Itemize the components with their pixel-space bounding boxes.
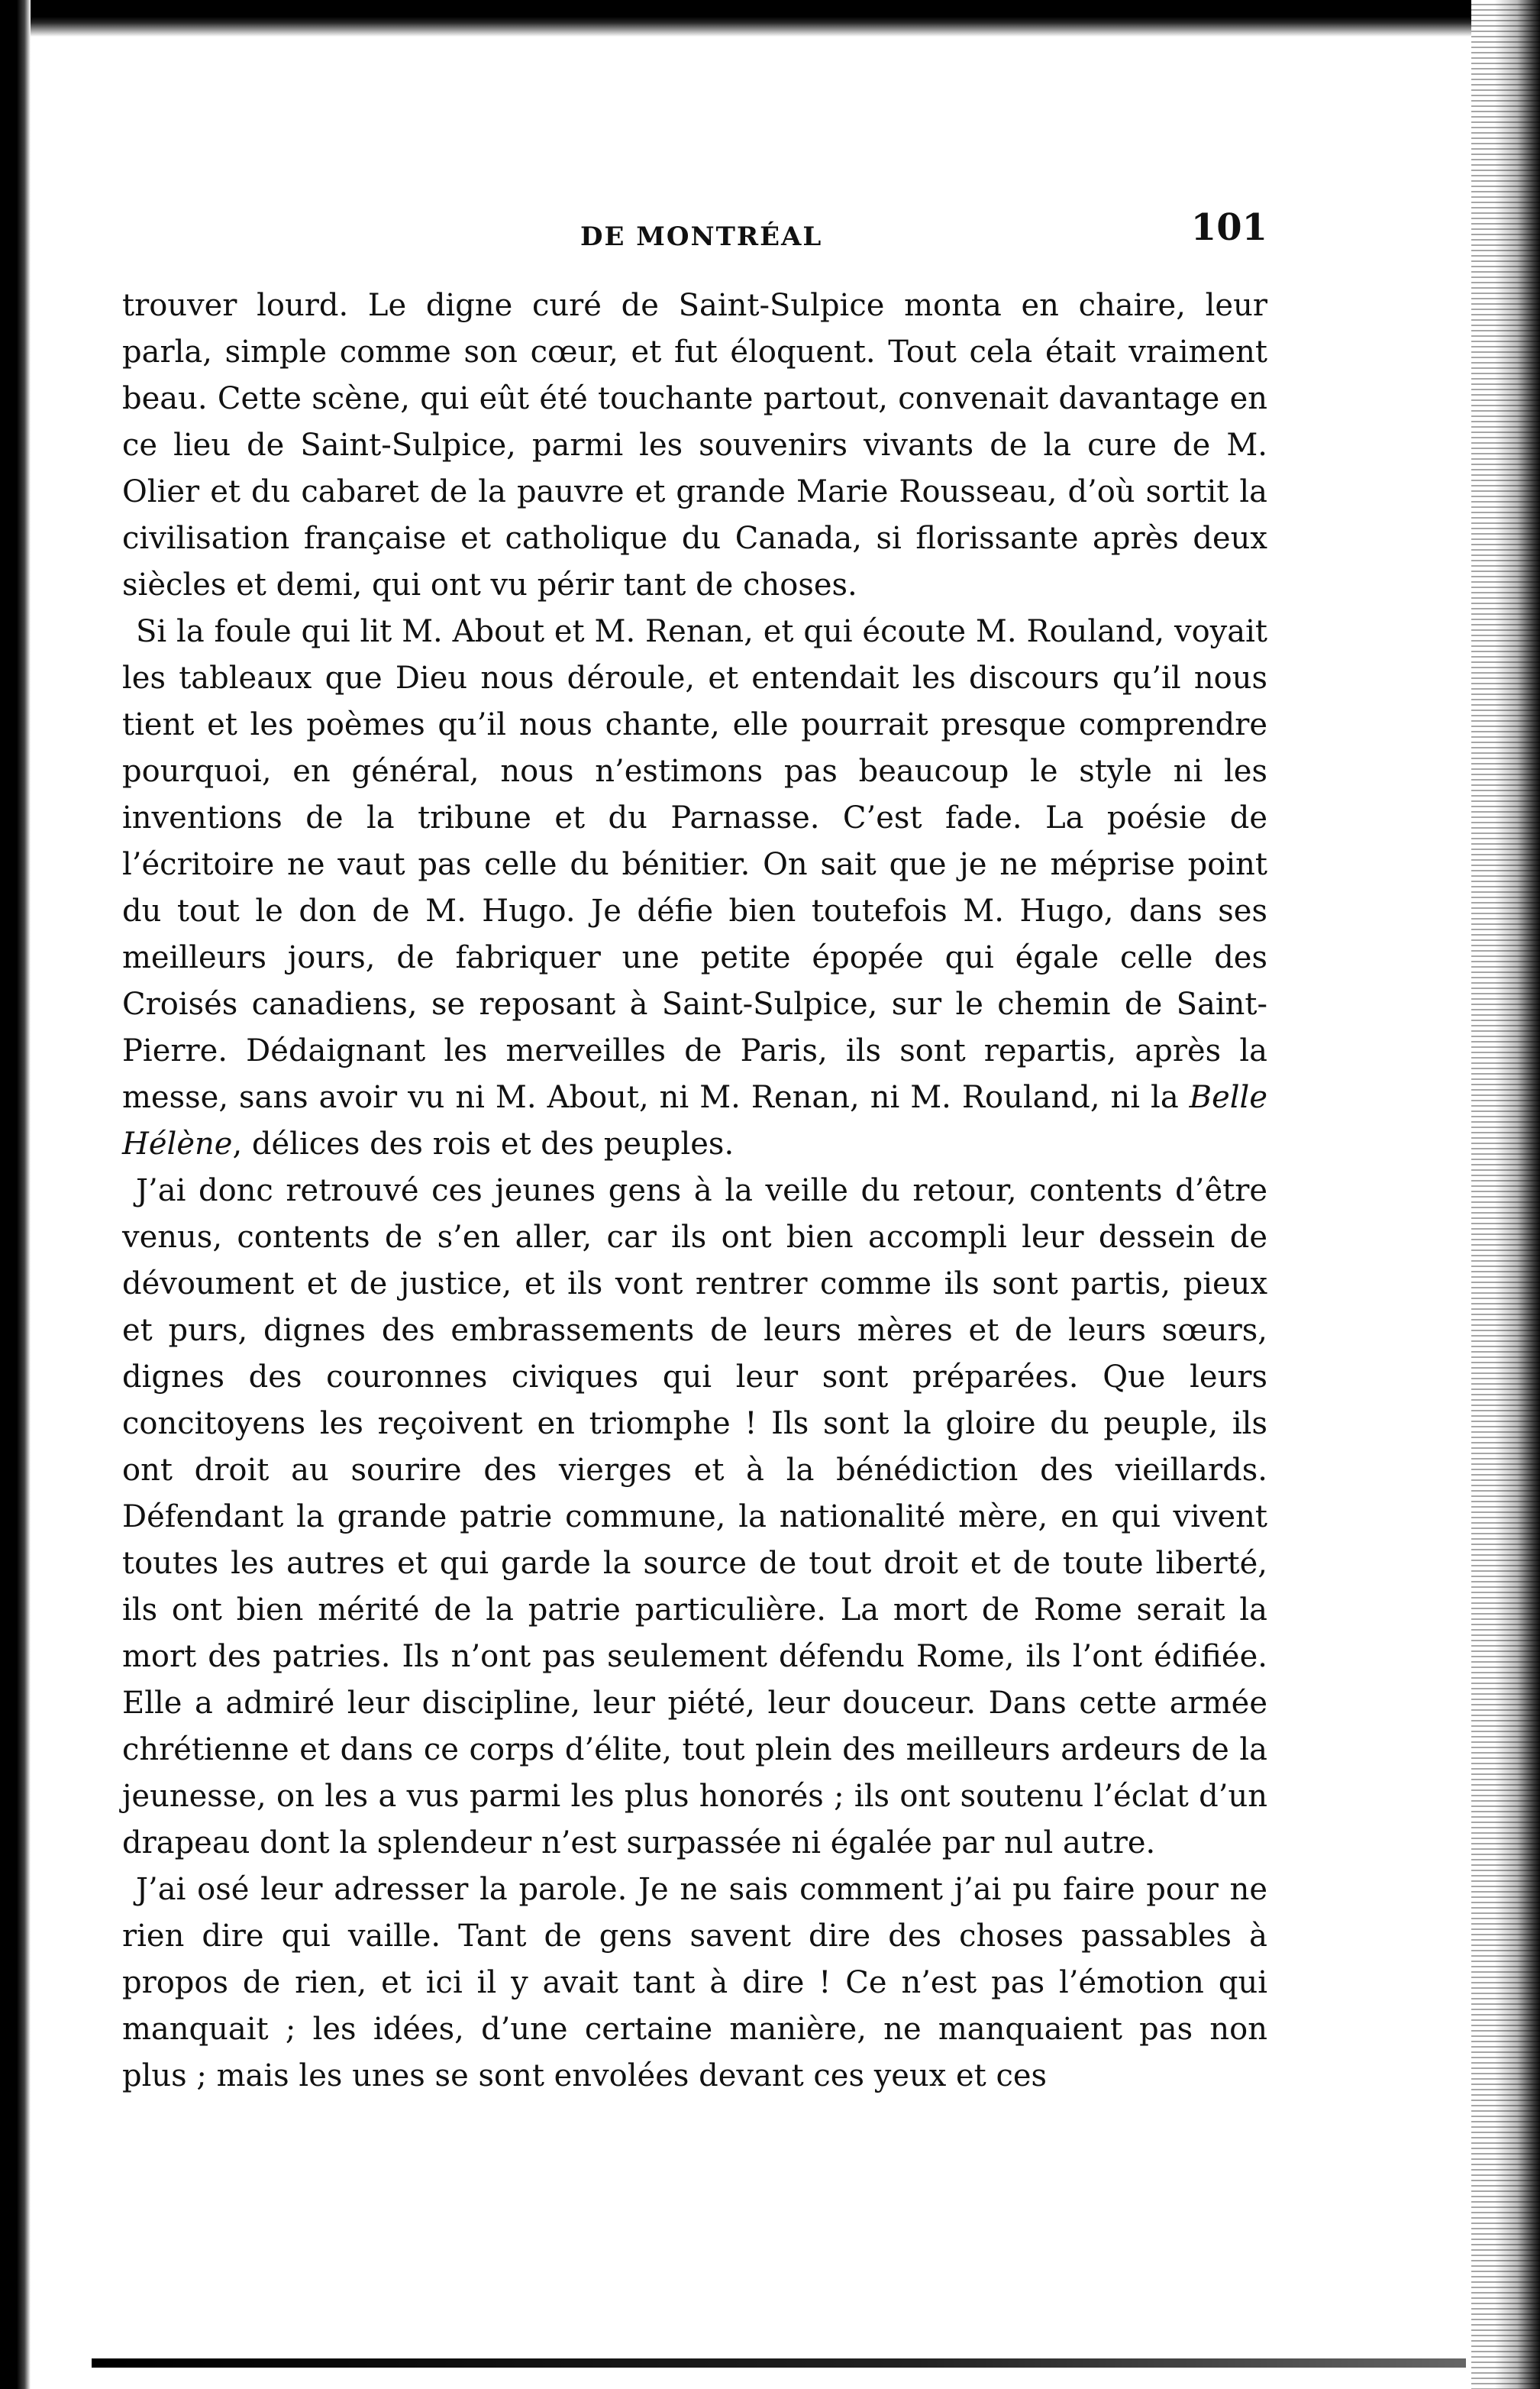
paragraph-1: trouver lourd. Le digne curé de Saint-Sulpice monta en chaire, leur parla, simple comme son cœur, et fut éloquent. Tout cela était vraiment beau. Cette scène, qui eût été touchante partout, convenait davantage en ce lieu de Saint-Sulpice, parmi les souvenirs vivants de la cure de M. Olier et du cabaret de la pauvre et grande Marie Rousseau, d’où sortit la civilisation française et catholique du Canada, si florissante après deux siècles et demi, qui ont vu périr tant de choses. (122, 288, 1267, 603)
running-head: DE MONTRÉAL (580, 221, 823, 252)
paragraph-3: J’ai donc retrouvé ces jeunes gens à la veille du retour, contents d’être venus, contents de s’en aller, car ils ont bien accompli leur dessein de dévoument et de justice, et ils vont rentrer comme ils sont partis, pieux et purs, dignes des embrassements de leurs mères et de leurs sœurs, dignes des couronnes civiques qui leur sont préparées. Que leurs concitoyens les reçoivent en triomphe ! Ils sont la gloire du peuple, ils ont droit au sourire des vierges et à la bénédiction des vieillards. Défendant la grande patrie commune, la nationalité mère, en qui vivent toutes les autres et qui garde la source de tout droit et de toute liberté, ils ont bien mérité de la patrie particulière. La mort de Rome serait la mort des patries. Ils n’ont pas seulement défendu Rome, ils l’ont édifiée. Elle a admiré leur discipline, leur piété, leur douceur. Dans cette armée chrétienne et dans ce corps d’élite, tout plein des meilleurs ardeurs de la jeunesse, on les a vus parmi les plus honorés ; ils ont soutenu l’éclat d’un drapeau dont la splendeur n’est surpassée ni égalée par nul autre. (122, 1173, 1267, 1860)
page-number: 101 (1190, 206, 1267, 249)
scan-bottom-rule (92, 2358, 1466, 2368)
italic-title: Belle Hélène (122, 1080, 1267, 1162)
paragraph-2-text: Si la foule qui lit M. About et M. Renan, et qui écoute M. Rouland, voyait les tableaux que Dieu nous déroule, et entendait les discours qu’il nous tient et les poèmes qu’il nous chante, elle pourrait presque comprendre pourquoi, en général, nous n’estimons pas beaucoup le style ni les inventions de la tribune et du Parnasse. C’est fade. La poésie de l’écritoire ne vaut pas celle du bénitier. On sait que je ne méprise point du tout le don de M. Hugo. Je défie bien toutefois M. Hugo, dans ses meilleurs jours, de fabriquer une petite épopée qui égale celle des Croisés canadiens, se reposant à Saint-Sulpice, sur le chemin de Saint-Pierre. Dédaignant les merveilles de Paris, ils sont repartis, après la messe, sans avoir vu ni M. About, ni M. Renan, ni M. Rouland, ni la (122, 614, 1267, 1115)
paragraph-2-tail: , délices des rois et des peuples. (232, 1127, 734, 1162)
scan-right-border (1471, 0, 1540, 2389)
scan-top-border (0, 0, 1481, 37)
body-text (122, 283, 1267, 2100)
paragraph-2 (122, 609, 1267, 1168)
scan-left-border (0, 0, 31, 2389)
paragraph-4: J’ai osé leur adresser la parole. Je ne sais comment j’ai pu faire pour ne rien dire qui vaille. Tant de gens savent dire des choses passables à propos de rien, et ici il y avait tant à dire ! Ce n’est pas l’émotion qui manquait ; les idées, d’une certaine manière, ne manquaient pas non plus ; mais les unes se sont envolées devant ces yeux et ces (122, 1872, 1267, 2093)
page-header (122, 206, 1267, 260)
